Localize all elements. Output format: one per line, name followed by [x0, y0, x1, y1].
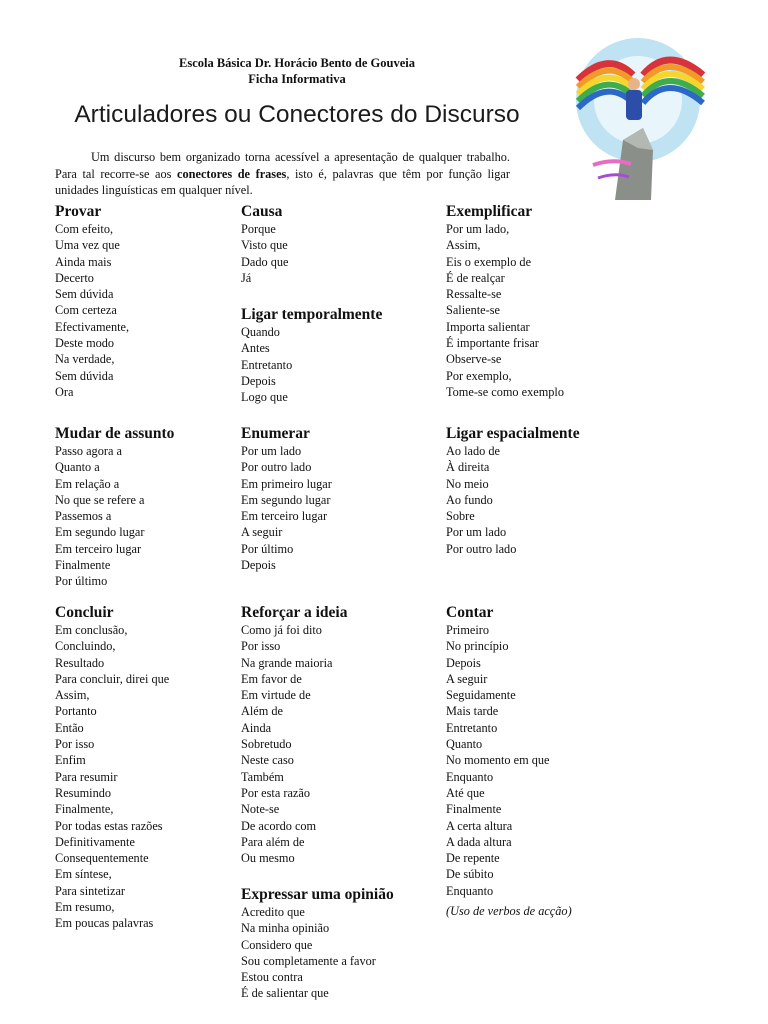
list-item: No meio [446, 476, 489, 491]
list-item: Seguidamente [446, 688, 516, 703]
item-list [446, 221, 564, 400]
list-item: Por último [55, 574, 108, 589]
section-heading: Reforçar a ideia [241, 604, 348, 621]
list-item: Passo agora a [55, 444, 122, 458]
section-heading: Causa [241, 203, 283, 220]
list-item: Resultado [55, 655, 105, 670]
list-item: Ainda [241, 720, 272, 735]
intro-text-1: Um discurso bem organizado torna acessível a apresentação de qualquer trabalho. Para tal recorre-se aos [55, 150, 510, 181]
list-item: Visto que [241, 238, 288, 253]
list-item: No momento em que [446, 753, 550, 768]
list-item: Depois [446, 655, 481, 670]
list-item: Ao fundo [446, 492, 493, 507]
list-item: Portanto [55, 704, 97, 719]
section-heading: Ligar espacialmente [446, 425, 580, 442]
list-item: Em síntese, [55, 867, 112, 882]
list-item: No princípio [446, 639, 509, 654]
list-item: Enquanto [446, 769, 494, 784]
sheet-type: Ficha Informativa [248, 72, 346, 86]
section-heading: Exemplificar [446, 203, 533, 220]
section-mudar-assunto [55, 425, 174, 590]
list-item: Sem dúvida [55, 368, 114, 383]
list-item: Antes [241, 341, 270, 356]
list-item: Por isso [55, 737, 95, 752]
list-item: De acordo com [241, 818, 317, 833]
list-item: Por outro lado [446, 541, 517, 556]
list-item: Importa salientar [446, 319, 530, 334]
list-item: Para concluir, direi que [55, 671, 170, 686]
section-heading: Enumerar [241, 425, 310, 442]
list-item: Em favor de [241, 671, 302, 686]
list-item: Observe-se [446, 352, 502, 367]
item-list [446, 622, 572, 899]
section-ligar-espacialmente [446, 425, 580, 557]
section-heading: Expressar uma opinião [241, 886, 394, 903]
section-heading: Contar [446, 604, 494, 621]
item-list [241, 622, 347, 866]
list-item: Eis o exemplo de [446, 254, 532, 269]
list-item: Enquanto [446, 883, 494, 898]
list-item: Quanto [446, 737, 483, 752]
list-item: Enfim [55, 753, 86, 768]
list-item: Assim, [446, 238, 481, 253]
list-item: Sobre [446, 509, 475, 524]
list-item: Decerto [55, 270, 94, 285]
list-item: Uma vez que [55, 238, 120, 253]
list-item: Até que [446, 785, 485, 800]
list-item: Na grande maioria [241, 655, 333, 670]
list-item: Entretanto [446, 720, 498, 735]
section-heading: Concluir [55, 604, 114, 621]
list-item: É de salientar que [241, 986, 329, 1001]
list-item: Sou completamente a favor [241, 953, 376, 968]
intro-text-2: , isto é, palavras que têm por função ligar unidades linguísticas em qualquer nível. [55, 166, 510, 198]
list-item: Em segundo lugar [241, 492, 331, 507]
school-name: Escola Básica Dr. Horácio Bento de Gouveia [179, 56, 415, 70]
list-item: Em virtude de [241, 688, 311, 703]
list-item: Entretanto [241, 357, 293, 372]
list-item: É de realçar [446, 270, 505, 285]
list-item: Ora [55, 384, 74, 399]
list-item: Finalmente [55, 558, 111, 573]
list-item: Por último [241, 541, 294, 556]
section-causa [241, 203, 288, 286]
item-list [55, 443, 174, 590]
list-item: Passemos a [55, 509, 112, 524]
list-item: Finalmente, [55, 802, 114, 817]
item-list [241, 324, 382, 405]
list-item: A seguir [446, 671, 488, 686]
list-item: Por um lado [241, 444, 302, 458]
list-item: Deste modo [55, 336, 115, 351]
item-list [241, 443, 332, 573]
section-concluir [55, 604, 169, 932]
section-enumerar [241, 425, 332, 573]
list-item: Como já foi dito [241, 623, 322, 637]
intro-bold: conectores de frases [177, 166, 287, 181]
list-item: Sobretudo [241, 737, 292, 752]
list-item: Por outro lado [241, 460, 312, 475]
section-heading: Ligar temporalmente [241, 306, 383, 323]
list-item: Porque [241, 222, 276, 236]
section-reforcar [241, 604, 347, 866]
list-item: Mais tarde [446, 704, 499, 719]
list-item: Consequentemente [55, 851, 149, 866]
list-item: De súbito [446, 867, 494, 882]
list-item: Em poucas palavras [55, 916, 154, 931]
list-item: À direita [446, 460, 490, 475]
list-item: Saliente-se [446, 303, 500, 318]
item-list [241, 904, 394, 1002]
item-list [241, 221, 288, 286]
list-item: Finalmente [446, 802, 502, 817]
list-item: Dado que [241, 254, 289, 269]
list-item: Quando [241, 325, 280, 339]
section-heading: Provar [55, 203, 102, 220]
section-heading: Mudar de assunto [55, 425, 175, 442]
list-item: Então [55, 720, 84, 735]
list-item: Depois [241, 558, 276, 573]
contar-note: (Uso de verbos de acção) [446, 904, 572, 919]
list-item: Concluindo, [55, 639, 116, 654]
section-provar [55, 203, 129, 400]
list-item: Em terceiro lugar [55, 541, 142, 556]
section-contar [446, 604, 572, 919]
list-item: Assim, [55, 688, 90, 703]
list-item: Efectivamente, [55, 319, 130, 334]
list-item: Com efeito, [55, 222, 114, 236]
list-item: Por todas estas razões [55, 818, 163, 833]
list-item: Além de [241, 704, 284, 719]
list-item: No que se refere a [55, 492, 145, 507]
item-list [55, 221, 129, 400]
list-item: Quanto a [55, 460, 100, 475]
list-item: Em conclusão, [55, 623, 128, 637]
list-item: Na minha opinião [241, 921, 330, 936]
list-item: Por exemplo, [446, 368, 512, 383]
rainbow-illustration [553, 30, 708, 200]
list-item: Definitivamente [55, 834, 135, 849]
list-item: Depois [241, 373, 276, 388]
list-item: Para resumir [55, 769, 118, 784]
list-item: Ou mesmo [241, 851, 295, 866]
list-item: Em resumo, [55, 900, 115, 915]
list-item: Para além de [241, 834, 305, 849]
list-item: Na verdade, [55, 352, 115, 367]
list-item: Logo que [241, 390, 288, 405]
list-item: Em terceiro lugar [241, 509, 328, 524]
list-item: Tome-se como exemplo [446, 384, 564, 399]
list-item: Com certeza [55, 303, 117, 318]
list-item: Ao lado de [446, 444, 500, 458]
list-item: Neste caso [241, 753, 294, 768]
section-ligar-temporalmente [241, 306, 382, 405]
list-item: Por um lado [446, 525, 507, 540]
page-title: Articuladores ou Conectores do Discurso [74, 101, 520, 128]
list-item: Já [241, 270, 252, 285]
list-item: Por isso [241, 639, 281, 654]
list-item: Resumindo [55, 785, 112, 800]
item-list [55, 622, 169, 932]
list-item: Sem dúvida [55, 287, 114, 302]
list-item: Também [241, 769, 284, 784]
list-item: A certa altura [446, 818, 513, 833]
list-item: Por um lado, [446, 222, 510, 236]
list-item: Primeiro [446, 623, 490, 637]
list-item: Estou contra [241, 970, 303, 985]
list-item: Acredito que [241, 905, 305, 919]
list-item: A dada altura [446, 834, 512, 849]
item-list [446, 443, 580, 557]
intro-paragraph [55, 149, 510, 199]
list-item: Em segundo lugar [55, 525, 145, 540]
list-item: Considero que [241, 937, 313, 952]
list-item: Em relação a [55, 476, 120, 491]
list-item: É importante frisar [446, 336, 539, 351]
list-item: Ainda mais [55, 254, 112, 269]
list-item: Note-se [241, 802, 280, 817]
list-item: Por esta razão [241, 785, 310, 800]
section-opiniao [241, 886, 394, 1002]
list-item: Para sintetizar [55, 883, 125, 898]
list-item: De repente [446, 851, 500, 866]
list-item: A seguir [241, 525, 283, 540]
section-exemplificar [446, 203, 564, 400]
list-item: Ressalte-se [446, 287, 502, 302]
list-item: Em primeiro lugar [241, 476, 332, 491]
